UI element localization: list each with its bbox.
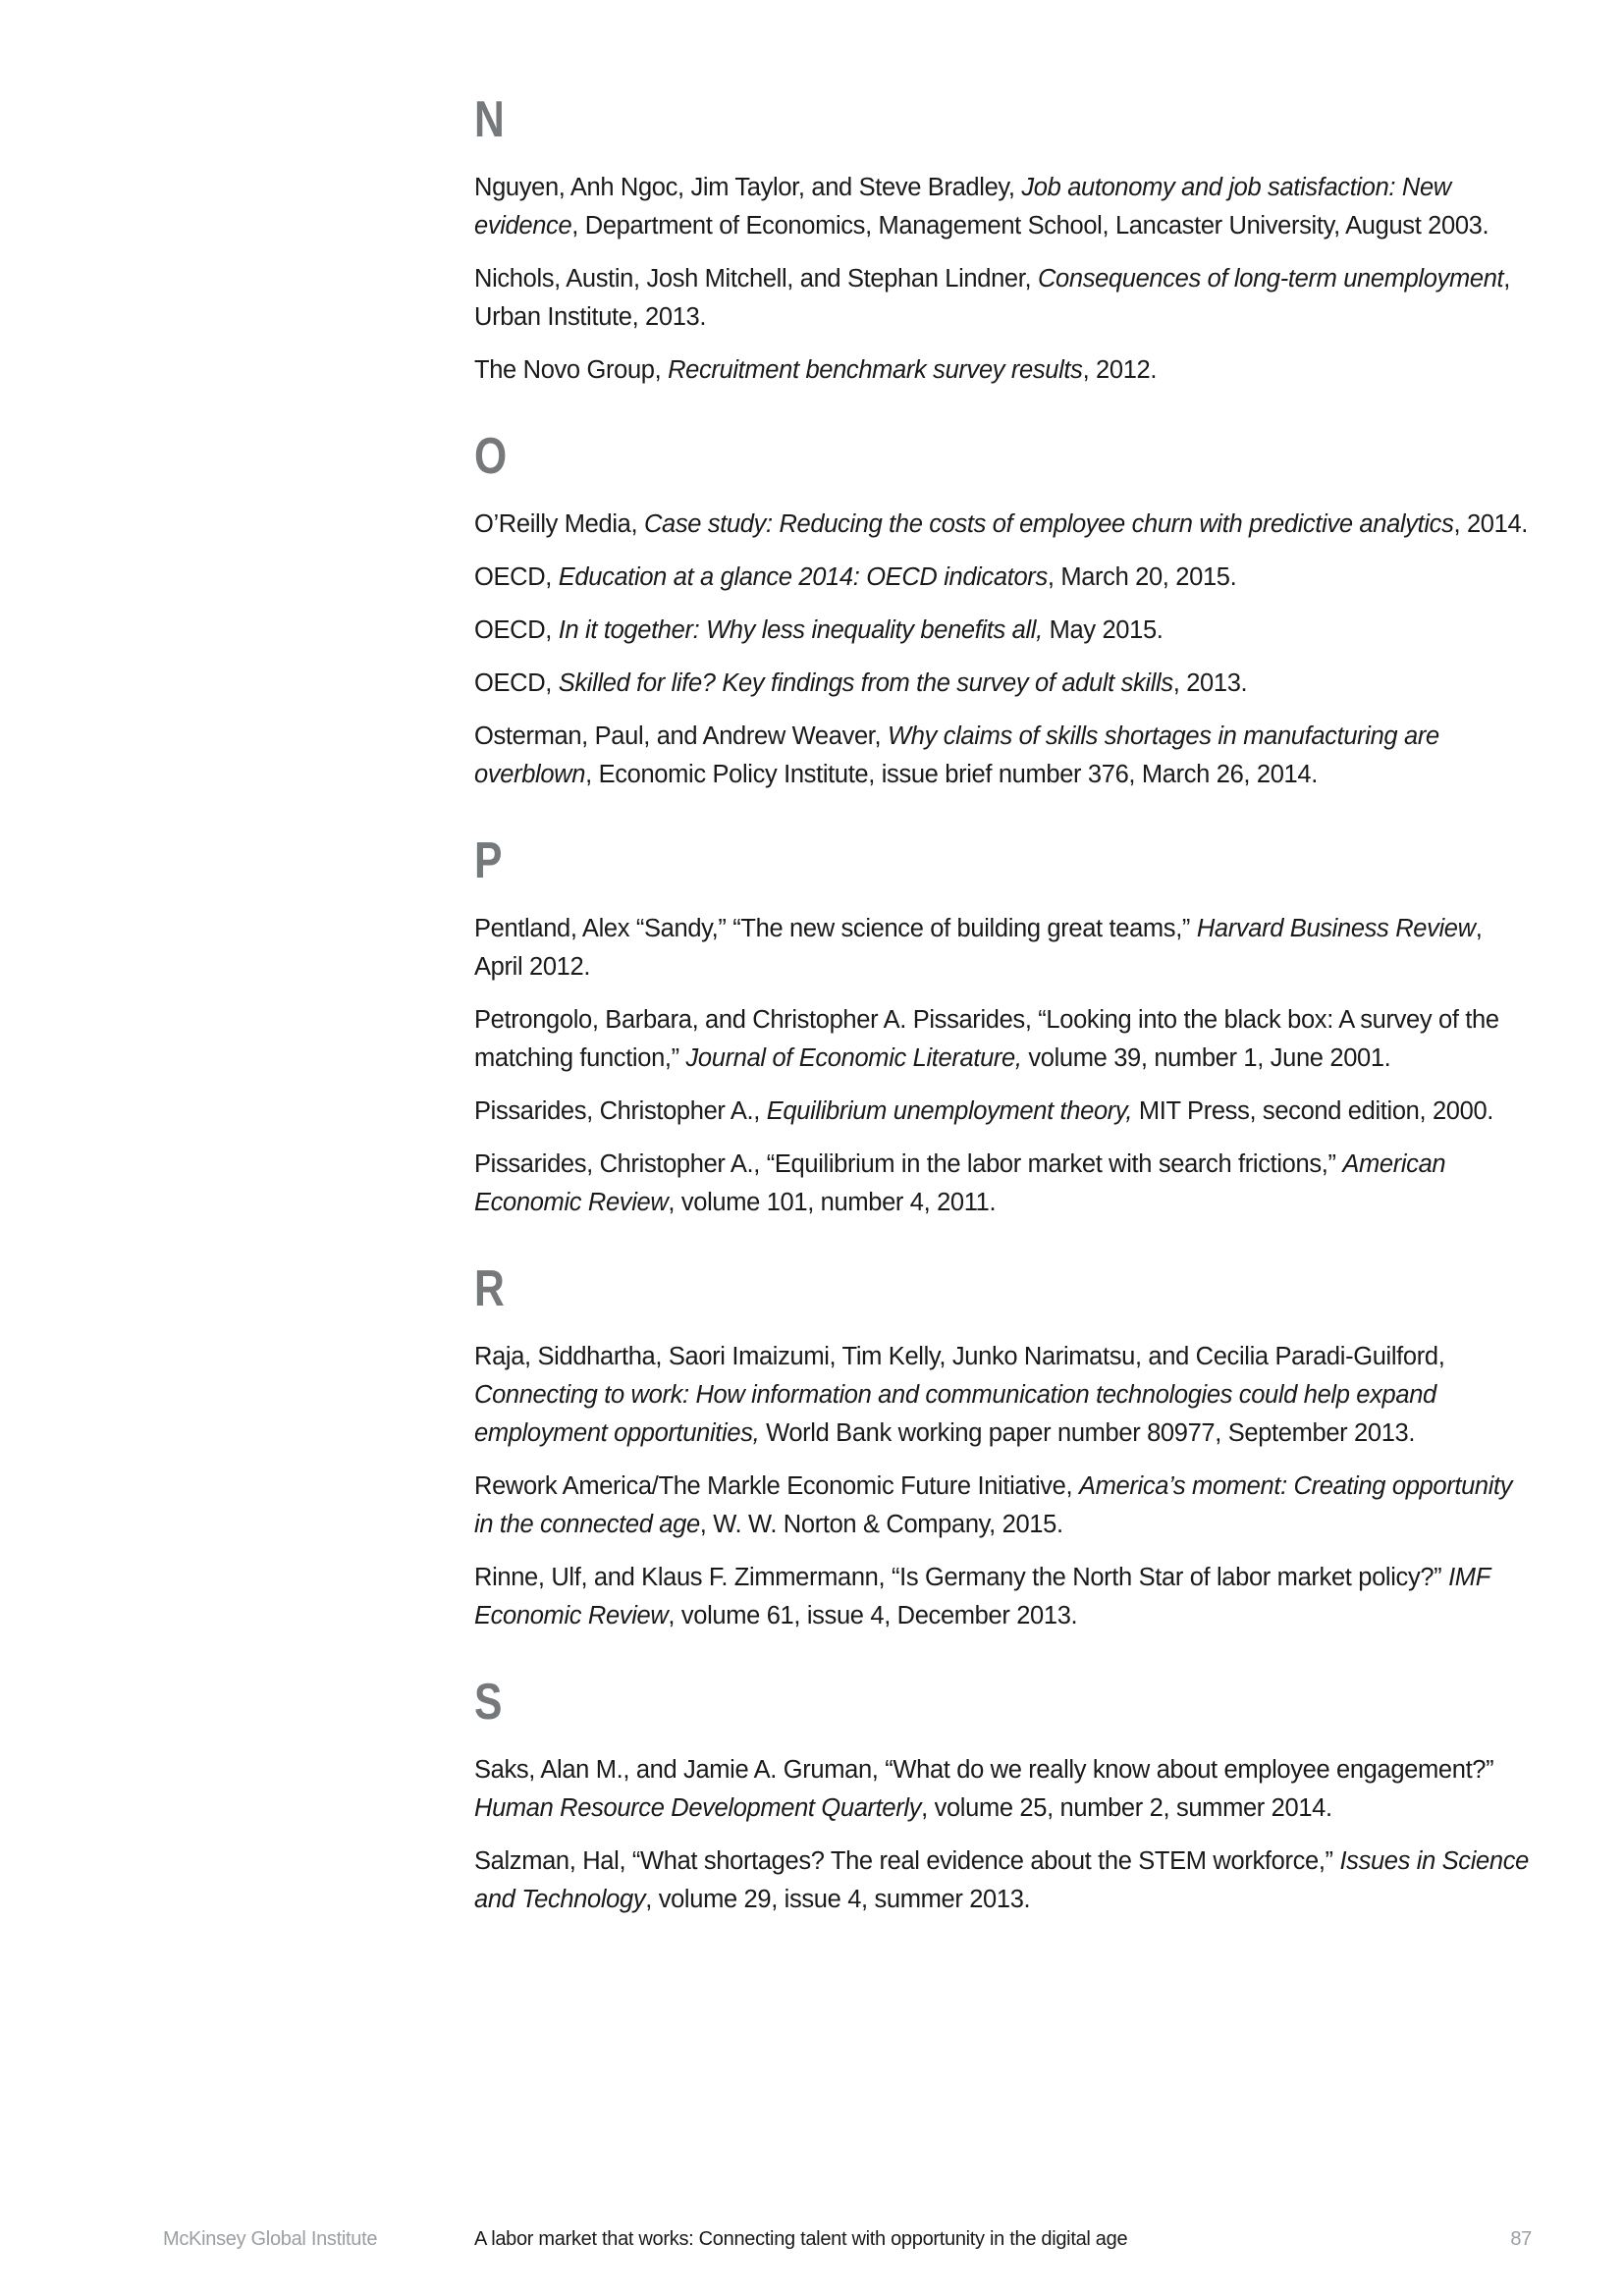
entry-title-italic: American Economic Review: [474, 1150, 1446, 1216]
entry-title-italic: Why claims of skills shortages in manufacturing are overblown: [474, 722, 1439, 788]
bibliography-content: [474, 91, 1535, 1934]
entry-text: , volume 29, issue 4, summer 2013.: [645, 1886, 1031, 1913]
entry-text: Raja, Siddhartha, Saori Imaizumi, Tim Kelly, Junko Narimatsu, and Cecilia Paradi-Guilford,: [474, 1343, 1445, 1370]
bibliography-entry: [474, 1751, 1535, 1828]
entry-title-italic: Skilled for life? Key findings from the survey of adult skills: [558, 669, 1173, 697]
entry-text: Pissarides, Christopher A., “Equilibrium in the labor market with search frictions,”: [474, 1150, 1343, 1178]
entry-title-italic: Connecting to work: How information and communication technologies could help expand employment opportunities,: [474, 1381, 1436, 1447]
entry-text: Nichols, Austin, Josh Mitchell, and Stephan Lindner,: [474, 265, 1038, 293]
entry-text: Salzman, Hal, “What shortages? The real evidence about the STEM workforce,”: [474, 1847, 1340, 1875]
entry-text: , volume 101, number 4, 2011.: [668, 1189, 997, 1216]
entry-text: OECD,: [474, 563, 559, 591]
entry-title-italic: Human Resource Development Quarterly: [474, 1794, 922, 1822]
entry-text: Petrongolo, Barbara, and Christopher A. Pissarides, “Looking into the black box: A survey of the matching function,”: [474, 1006, 1499, 1072]
entry-text: OECD,: [474, 669, 559, 697]
bibliography-entry: [474, 1146, 1535, 1222]
bibliography-entry: [474, 612, 1535, 650]
entry-text: The Novo Group,: [474, 356, 669, 384]
entry-title-italic: Recruitment benchmark survey results: [668, 356, 1083, 384]
entry-title-italic: America’s moment: Creating opportunity in the connected age: [474, 1472, 1513, 1538]
entry-text: , W. W. Norton & Company, 2015.: [699, 1511, 1063, 1538]
bibliography-section-s: [474, 1674, 1535, 1919]
entry-text: , 2014.: [1453, 510, 1529, 538]
entry-text: , April 2012.: [474, 915, 1483, 981]
entry-title-italic: Education at a glance 2014: OECD indicators: [558, 563, 1048, 591]
entry-title-italic: Case study: Reducing the costs of employee churn with predictive analytics: [643, 510, 1454, 538]
entry-title-italic: IMF Economic Review: [474, 1564, 1490, 1629]
entry-text: , 2012.: [1082, 356, 1158, 384]
bibliography-entry: [474, 506, 1535, 544]
entry-title-italic: Harvard Business Review: [1196, 915, 1476, 942]
entry-text: , Urban Institute, 2013.: [474, 265, 1511, 331]
entry-text: Saks, Alan M., and Jamie A. Gruman, “What do we really know about employee engagement?”: [474, 1756, 1494, 1784]
entry-text: , 2013.: [1172, 669, 1248, 697]
bibliography-entry: [474, 1338, 1535, 1453]
section-letter-heading: O: [474, 428, 508, 485]
entry-text: , March 20, 2015.: [1047, 563, 1237, 591]
entry-text: O’Reilly Media,: [474, 510, 644, 538]
entry-text: Pentland, Alex “Sandy,” “The new science of building great teams,”: [474, 915, 1197, 942]
entry-text: Rework America/The Markle Economic Future Initiative,: [474, 1472, 1079, 1500]
section-letter-heading: N: [474, 91, 505, 148]
entry-text: Rinne, Ulf, and Klaus F. Zimmermann, “Is Germany the North Star of labor market policy?”: [474, 1564, 1449, 1591]
bibliography-entry: [474, 1842, 1535, 1919]
entry-text: May 2015.: [1042, 616, 1164, 644]
entry-text: Nguyen, Anh Ngoc, Jim Taylor, and Steve Bradley,: [474, 174, 1022, 201]
entry-text: volume 39, number 1, June 2001.: [1021, 1044, 1391, 1072]
entry-text: , Department of Economics, Management School, Lancaster University, August 2003.: [571, 212, 1489, 240]
page-footer: [0, 2228, 1624, 2258]
bibliography-entry: [474, 260, 1535, 337]
entry-text: MIT Press, second edition, 2000.: [1132, 1097, 1494, 1125]
entry-title-italic: Journal of Economic Literature,: [685, 1044, 1022, 1072]
bibliography-entry: [474, 1001, 1535, 1078]
footer-publisher: McKinsey Global Institute: [163, 2228, 378, 2250]
footer-page-number: 87: [1510, 2228, 1532, 2250]
bibliography-entry: [474, 559, 1535, 597]
section-letter-heading: S: [474, 1674, 503, 1731]
bibliography-entry: [474, 910, 1535, 987]
entry-text: Pissarides, Christopher A.,: [474, 1097, 767, 1125]
entry-title-italic: Equilibrium unemployment theory,: [766, 1097, 1133, 1125]
bibliography-entry: [474, 1468, 1535, 1544]
bibliography-entry: [474, 351, 1535, 390]
entry-text: , volume 61, issue 4, December 2013.: [668, 1602, 1078, 1629]
entry-title-italic: Issues in Science and Technology: [474, 1847, 1529, 1913]
bibliography-section-p: [474, 832, 1535, 1222]
entry-title-italic: Consequences of long-term unemployment: [1037, 265, 1504, 293]
entry-text: OECD,: [474, 616, 559, 644]
entry-text: , volume 25, number 2, summer 2014.: [921, 1794, 1332, 1822]
entry-title-italic: In it together: Why less inequality benefits all,: [558, 616, 1043, 644]
bibliography-entry: [474, 718, 1535, 794]
bibliography-section-n: [474, 91, 1535, 390]
section-letter-heading: P: [474, 832, 503, 889]
bibliography-section-r: [474, 1260, 1535, 1635]
entry-text: Osterman, Paul, and Andrew Weaver,: [474, 722, 889, 750]
entry-text: World Bank working paper number 80977, September 2013.: [759, 1419, 1416, 1447]
entry-title-italic: Job autonomy and job satisfaction: New evidence: [474, 174, 1451, 240]
bibliography-entry: [474, 169, 1535, 245]
footer-report-title: A labor market that works: Connecting talent with opportunity in the digital age: [474, 2228, 1128, 2250]
bibliography-entry: [474, 1093, 1535, 1131]
bibliography-section-o: [474, 428, 1535, 794]
section-letter-heading: R: [474, 1260, 505, 1317]
bibliography-entry: [474, 1559, 1535, 1635]
entry-text: , Economic Policy Institute, issue brief number 376, March 26, 2014.: [585, 761, 1318, 788]
bibliography-entry: [474, 665, 1535, 703]
